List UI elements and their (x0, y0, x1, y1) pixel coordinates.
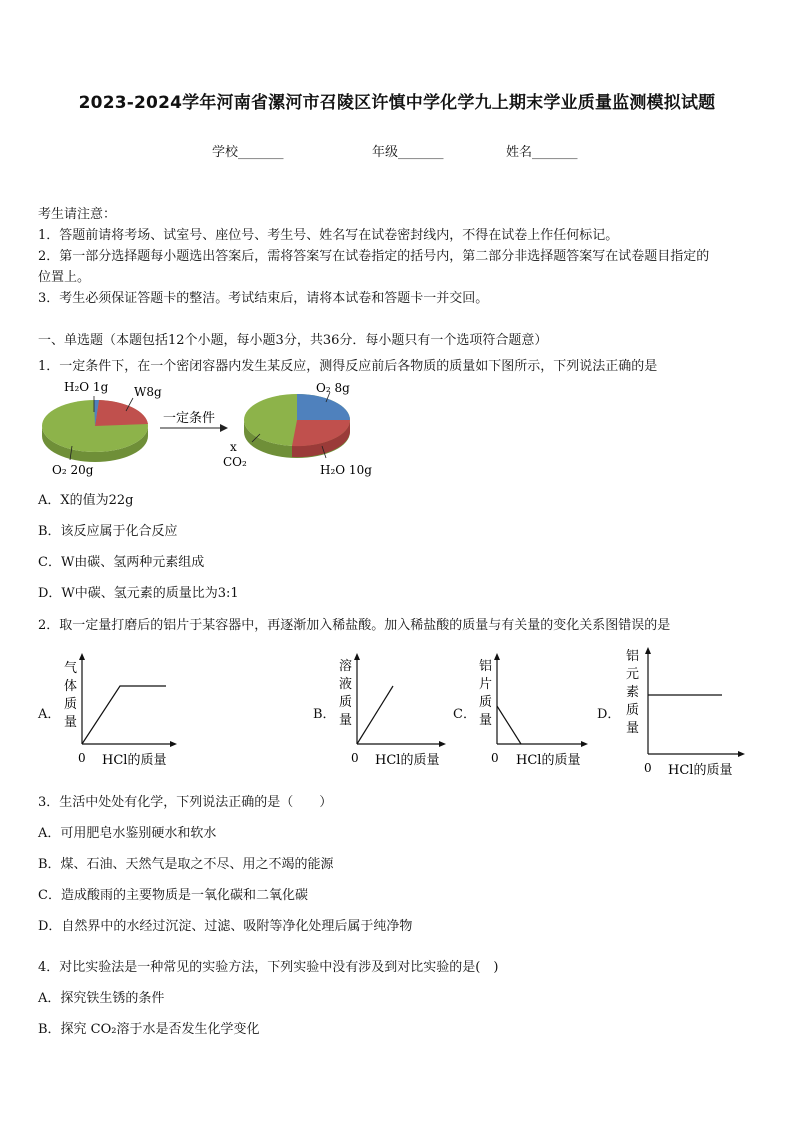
notice-item-1: 1．答题前请将考场、试室号、座位号、考生号、姓名写在试卷密封线内，不得在试卷上作任何标记。 (38, 228, 619, 243)
notice-item-2-cont: 位置上。 (38, 270, 91, 285)
graph-c-curve (497, 706, 521, 744)
graph-d-xlabel: HCl的质量 (668, 763, 733, 778)
arrow-condition-label: 一定条件 (163, 411, 216, 426)
q4-stem: 4．对比实验法是一种常见的实验方法，下列实验中没有涉及到对比实验的是( ) (38, 960, 499, 975)
name-field: 姓名_______ (506, 145, 578, 160)
q1-option-b: B．该反应属于化合反应 (38, 524, 178, 539)
graph-d-ylabel-3: 素 (626, 685, 640, 700)
graph-d-ylabel-4: 质 (626, 703, 640, 718)
pie-after-blue (297, 394, 350, 420)
q1-option-d: D．W中碳、氢元素的质量比为3:1 (38, 586, 239, 601)
q2-stem: 2．取一定量打磨后的铝片于某容器中，再逐渐加入稀盐酸。加入稀盐酸的质量与有关量的变化关系图错误的是 (38, 618, 671, 633)
graph-a-origin: 0 (78, 751, 86, 765)
graph-c-ylabel-3: 质 (479, 695, 493, 710)
graph-a-ylabel-4: 量 (64, 715, 78, 730)
q1-pie-figure (30, 376, 390, 480)
notice-item-3: 3．考生必须保证答题卡的整洁。考试结束后，请将本试卷和答题卡一并交回。 (38, 291, 489, 306)
q3-stem: 3．生活中处处有化学，下列说法正确的是（ ） (38, 795, 333, 810)
before-w-label: W8g (134, 385, 162, 399)
q2-graph-d-letter: D． (597, 707, 621, 722)
q3-option-a: A．可用肥皂水鉴别硬水和软水 (38, 826, 217, 841)
q2-graph-a-letter: A． (38, 707, 61, 722)
graph-a-ylabel-3: 质 (64, 697, 78, 712)
graph-b-origin: 0 (351, 751, 359, 765)
graph-a-xlabel: HCl的质量 (102, 753, 167, 768)
graph-b-ylabel-2: 液 (339, 677, 353, 692)
notice-item-2: 2．第一部分选择题每小题选出答案后，需将答案写在试卷指定的括号内，第二部分非选择题答案写在试卷题目指定的 (38, 249, 710, 264)
pie-before-red (95, 400, 148, 426)
arrow-head (220, 424, 228, 432)
after-o2-label: O₂ 8g (316, 381, 350, 395)
q3-option-d: D．自然界中的水经过沉淀、过滤、吸附等净化处理后属于纯净物 (38, 919, 413, 934)
q2-graph-c (473, 652, 597, 774)
q4-option-b: B．探究 CO₂溶于水是否发生化学变化 (38, 1022, 260, 1037)
graph-d-origin: 0 (644, 761, 652, 775)
graph-b-ylabel-4: 量 (339, 713, 353, 728)
q3-option-c: C．造成酸雨的主要物质是一氧化碳和二氧化碳 (38, 888, 308, 903)
graph-c-ylabel-4: 量 (479, 713, 493, 728)
q2-graph-c-letter: C． (453, 707, 476, 722)
school-field: 学校_______ (212, 145, 284, 160)
after-h2o-label: H₂O 10g (320, 463, 372, 477)
q2-graph-b (333, 652, 457, 774)
notice-heading: 考生请注意： (38, 207, 117, 222)
before-h2o-label: H₂O 1g (64, 380, 109, 394)
after-co2-label: CO₂ (223, 455, 247, 469)
q2-graph-a (58, 652, 188, 774)
graph-d-ylabel-2: 元 (626, 667, 640, 682)
after-x-label: x (230, 440, 237, 454)
graph-a-ylabel-2: 体 (64, 679, 78, 694)
graph-c-ylabel-1: 铝 (479, 659, 493, 674)
graph-d-ylabel-1: 铝 (626, 649, 640, 664)
page-title: 2023-2024学年河南省漯河市召陵区许慎中学化学九上期末学业质量监测模拟试题 (78, 93, 716, 113)
grade-field: 年级_______ (372, 145, 444, 160)
section-heading: 一、单选题（本题包括12个小题，每小题3分，共36分．每小题只有一个选项符合题意） (38, 333, 548, 348)
q1-option-a: A．X的值为22g (38, 493, 134, 508)
graph-c-xlabel: HCl的质量 (516, 753, 581, 768)
graph-b-xlabel: HCl的质量 (375, 753, 440, 768)
graph-c-ylabel-2: 片 (479, 677, 493, 692)
q1-stem: 1．一定条件下，在一个密闭容器内发生某反应，测得反应前后各物质的质量如下图所示，下列说法正确的是 (38, 359, 658, 374)
graph-b-ylabel-1: 溶 (339, 659, 353, 674)
q2-graph-d (620, 644, 754, 780)
graph-a-curve (82, 686, 166, 744)
graph-a-ylabel-1: 气 (64, 661, 78, 676)
graph-b-curve (357, 686, 393, 744)
graph-d-ylabel-5: 量 (626, 721, 640, 736)
q2-graph-b-letter: B． (313, 707, 336, 722)
before-o2-label: O₂ 20g (52, 463, 94, 477)
graph-c-origin: 0 (491, 751, 499, 765)
q4-option-a: A．探究铁生锈的条件 (38, 991, 165, 1006)
q3-option-b: B．煤、石油、天然气是取之不尽、用之不竭的能源 (38, 857, 334, 872)
graph-b-ylabel-3: 质 (339, 695, 353, 710)
q1-option-c: C．W由碳、氢两种元素组成 (38, 555, 205, 570)
